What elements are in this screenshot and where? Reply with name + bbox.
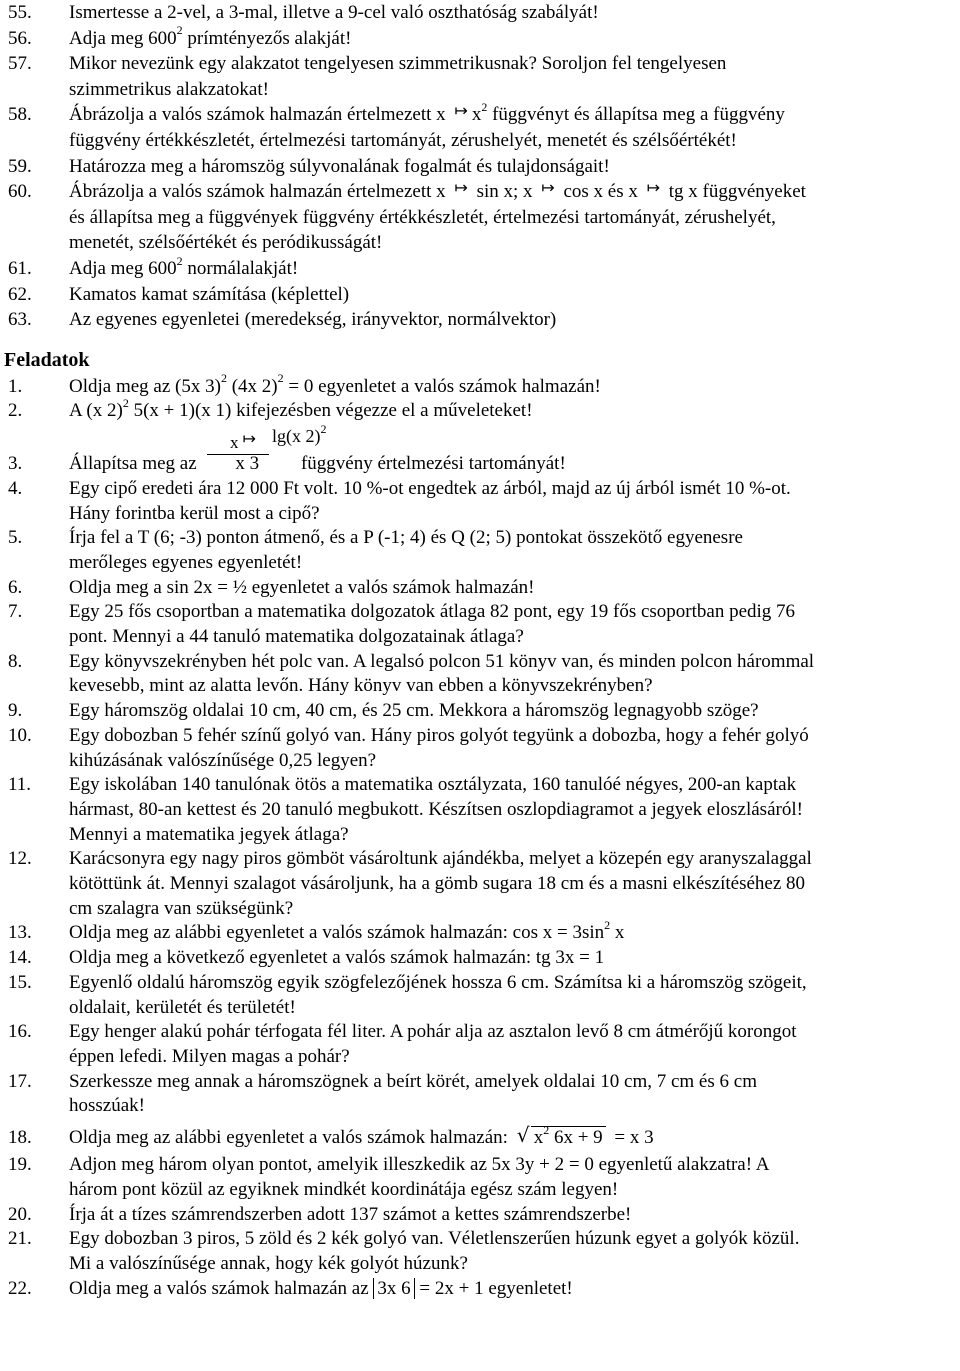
- task-number: 21.: [8, 1228, 32, 1250]
- square-root: [517, 1123, 606, 1153]
- item-number: 58.: [8, 104, 32, 126]
- task-21: [0, 1227, 960, 1276]
- task-text: Írja át a tízes számrendszerben adott 137 számot a kettes számrendszerbe!: [69, 1203, 632, 1225]
- task-line: hosszúak!: [69, 1095, 145, 1117]
- task-number: 19.: [8, 1154, 32, 1176]
- task-number: 17.: [8, 1070, 32, 1092]
- item-number: 62.: [8, 283, 32, 305]
- task-line: Karácsonyra egy nagy piros gömböt vásároltunk ajándékba, melyet a közepén egy aranyszalaggal: [69, 848, 812, 870]
- task-line: Szerkessze meg annak a háromszögnek a beírt körét, amelyek oldalai 10 cm, 7 cm és 6 cm: [69, 1070, 757, 1092]
- task-22: [0, 1277, 960, 1302]
- absolute-value: 3x 6: [373, 1278, 414, 1299]
- task-line: három pont közül az egyiknek mindkét koordinátája egész szám legyen!: [69, 1178, 619, 1200]
- radicand: $x^2$ 6x + 9: [531, 1126, 606, 1148]
- task-text: Oldja meg a következő egyenletet a valós számok halmazán: tg 3x = 1: [69, 947, 605, 969]
- task-line: merőleges egyenes egyenletét!: [69, 551, 303, 573]
- task-number: 9.: [8, 700, 23, 722]
- item-number: 61.: [8, 257, 32, 279]
- task-line: Mennyi a matematika jegyek átlaga?: [69, 823, 349, 845]
- mapsto-arrow-icon: ↦: [454, 178, 468, 198]
- topic-55: [0, 0, 960, 26]
- item-text: tg x függvényeket: [668, 181, 806, 203]
- task-number: 13.: [8, 922, 32, 944]
- superscript: 2: [481, 100, 488, 115]
- superscript: 2: [176, 23, 183, 38]
- task-20: [0, 1203, 960, 1228]
- task-number: 18.: [8, 1127, 32, 1149]
- item-number: 56.: [8, 27, 32, 49]
- task-text: Oldja meg az alábbi egyenletet a valós számok halmazán:: [69, 1127, 508, 1149]
- task-text: = 0 egyenletet a valós számok halmazán!: [283, 375, 601, 397]
- task-number: 16.: [8, 1021, 32, 1043]
- item-text: Ábrázolja a valós számok halmazán értelmezett x: [69, 104, 446, 126]
- task-text: függvény értelmezési tartományát!: [300, 453, 566, 475]
- task-number: 3.: [8, 453, 23, 475]
- task-7: [0, 600, 960, 649]
- item-line: függvény értékkészletét, értelmezési tartományát, zérushelyét, menetét és szélsőértékét!: [69, 129, 737, 151]
- item-text: függvényt és állapítsa meg a függvény: [487, 104, 785, 126]
- task-line: Egy iskolában 140 tanulónak ötös a matematika osztályzata, 160 tanulóé négyes, 200-an kaptak: [69, 774, 797, 796]
- item-text: Ábrázolja a valós számok halmazán értelmezett x: [69, 181, 446, 203]
- task-line: Egy henger alakú pohár térfogata fél liter. A pohár alja az asztalon levő 8 cm átmérőjű korongot: [69, 1021, 797, 1043]
- task-line: éppen lefedi. Milyen magas a pohár?: [69, 1046, 350, 1067]
- topic-57: [0, 51, 960, 102]
- task-line: oldalait, kerületét és területét!: [69, 996, 296, 1018]
- task-line: Egy dobozban 5 fehér színű golyó van. Hány piros golyót tegyünk a dobozba, hogy a fehér golyó: [69, 724, 809, 746]
- radical-sign-icon: √: [516, 1123, 530, 1148]
- item-number: 55.: [8, 2, 32, 23]
- item-line: Mikor nevezünk egy alakzatot tengelyesen szimmetrikusnak? Soroljon fel tengelyesen: [69, 53, 727, 75]
- task-4: [0, 477, 960, 526]
- superscript: 2: [122, 396, 129, 411]
- task-line: kötöttünk át. Mennyi szalagot vásároljunk, ha a gömb sugara 18 cm és a masni elkészítéséhez 80: [69, 873, 806, 895]
- task-number: 4.: [8, 477, 23, 499]
- item-line: menetét, szélsőértékét és peródikusságát!: [69, 232, 383, 254]
- item-text: cos x és x: [563, 181, 638, 203]
- task-9: [0, 699, 960, 724]
- topic-59: [0, 154, 960, 180]
- item-text: Adja meg 600: [69, 257, 177, 279]
- task-13: [0, 918, 960, 946]
- topic-63: [0, 307, 960, 333]
- task-number: 6.: [8, 576, 23, 598]
- task-number: 7.: [8, 601, 23, 623]
- task-1: [0, 371, 960, 400]
- item-text: Kamatos kamat számítása (képlettel): [69, 283, 350, 305]
- task-line: pont. Mennyi a 44 tanuló matematika dolgozatainak átlaga?: [69, 626, 524, 648]
- task-line: cm szalagra van szükségünk?: [69, 897, 294, 919]
- fraction-numerator: lg(x 2)$^2$: [272, 422, 327, 447]
- task-number: 11.: [8, 774, 32, 796]
- superscript: 2: [277, 371, 284, 386]
- task-text: Állapítsa meg az: [69, 453, 197, 475]
- task-16: [0, 1020, 960, 1069]
- task-text: Oldja meg az alábbi egyenletet a valós számok halmazán: cos x = 3sin: [69, 922, 605, 944]
- item-text: normálalakját!: [182, 257, 299, 279]
- topic-61: [0, 253, 960, 282]
- task-number: 14.: [8, 947, 32, 969]
- task-text: Oldja meg a valós számok halmazán az: [69, 1277, 369, 1299]
- superscript: 2: [604, 918, 611, 933]
- task-line: Egy cipő eredeti ára 12 000 Ft volt. 10 %-ot engedtek az árból, majd az új árból ismét 10 %-ot.: [69, 477, 791, 499]
- mapsto-arrow-icon: ↦: [646, 178, 660, 198]
- item-text: Ismertesse a 2-vel, a 3-mal, illetve a 9-cel való oszthatóság szabályát!: [69, 2, 599, 23]
- superscript: 2: [220, 371, 227, 386]
- item-text: sin x; x: [476, 181, 533, 203]
- task-number: 12.: [8, 848, 32, 870]
- item-text: x: [471, 104, 482, 126]
- item-text: Az egyenes egyenletei (meredekség, irányvektor, normálvektor): [69, 309, 557, 331]
- task-number: 5.: [8, 527, 23, 549]
- mapsto-arrow-icon: ↦: [541, 178, 555, 198]
- task-11: [0, 773, 960, 847]
- task-line: kevesebb, mint az alatta levőn. Hány könyv van ebben a könyvszekrényben?: [69, 675, 653, 697]
- task-number: 15.: [8, 971, 32, 993]
- item-number: 63.: [8, 309, 32, 331]
- task-number: 2.: [8, 400, 23, 422]
- task-number: 8.: [8, 650, 23, 672]
- task-12: [0, 847, 960, 921]
- fraction-bar: [207, 454, 269, 455]
- task-line: Írja fel a T (6; -3) ponton átmenő, és a P (-1; 4) és Q (2; 5) pontokat összekötő egyenesre: [69, 527, 743, 549]
- task-17: [0, 1070, 960, 1119]
- task-text: 5(x + 1)(x 1) kifejezésben végezze el a műveleteket!: [128, 400, 533, 422]
- item-line: szimmetrikus alakzatokat!: [69, 78, 269, 100]
- task-text: Oldja meg az (5x 3): [69, 375, 221, 397]
- task-number: 22.: [8, 1277, 32, 1299]
- task-line: hármast, 80-an kettest és 20 tanuló megbukott. Készítsen oszlopdiagramot a jegyek eloszlásáról!: [69, 798, 803, 820]
- task-3-formula-top: [0, 424, 960, 452]
- task-line: Egy könyvszekrényben hét polc van. A legalsó polcon 51 könyv van, és minden polcon hárommal: [69, 650, 815, 672]
- task-3: [0, 452, 960, 477]
- task-text: Egy háromszög oldalai 10 cm, 40 cm, és 25 cm. Mekkora a háromszög legnagyobb szöge?: [69, 700, 759, 722]
- task-text: A (x 2): [69, 400, 123, 422]
- item-line: [69, 102, 956, 128]
- task-number: 20.: [8, 1203, 32, 1225]
- fraction-denominator: x 3: [235, 453, 260, 475]
- item-text: Adja meg 600: [69, 27, 177, 49]
- task-5: [0, 526, 960, 575]
- task-2: [0, 396, 960, 424]
- mapsto-arrow-icon: ↦: [242, 429, 256, 449]
- item-number: 57.: [8, 53, 32, 75]
- task-line: Adjon meg három olyan pontot, amelyik illeszkedik az 5x 3y + 2 = 0 egyenletű alakzatra! A: [69, 1154, 770, 1176]
- item-line: és állapítsa meg a függvények függvény értékkészletét, értelmezési tartományát, zérushelyét,: [69, 206, 776, 228]
- item-number: 59.: [8, 155, 32, 177]
- task-text: (4x 2): [226, 375, 278, 397]
- task-15: [0, 971, 960, 1020]
- task-number: 1.: [8, 375, 23, 397]
- task-line: kihúzásának valószínűsége 0,25 legyen?: [69, 749, 377, 771]
- task-line: Egy 25 fős csoportban a matematika dolgozatok átlaga 82 pont, egy 19 fős csoportban pedig 76: [69, 601, 796, 623]
- task-line: Egy dobozban 3 piros, 5 zöld és 2 kék golyó van. Véletlenszerűen húzunk egyet a golyók közül.: [69, 1228, 800, 1250]
- section-heading: Feladatok: [4, 348, 90, 371]
- item-text: Határozza meg a háromszög súlyvonalának fogalmát és tulajdonságait!: [69, 155, 610, 177]
- task-line: Egyenlő oldalú háromszög egyik szögfelezőjének hossza 6 cm. Számítsa ki a háromszög szögeit,: [69, 971, 807, 993]
- task-text: Oldja meg a sin 2x = ½ egyenletet a valós számok halmazán!: [69, 576, 535, 598]
- task-18: [0, 1123, 960, 1153]
- item-line: [69, 179, 956, 205]
- item-text: prímtényezős alakját!: [182, 27, 352, 49]
- mapsto-arrow-icon: ↦: [454, 101, 468, 121]
- task-number: 10.: [8, 724, 32, 746]
- task-14: [0, 946, 960, 971]
- task-text: = x 3: [614, 1127, 654, 1149]
- task-text: = 2x + 1 egyenletet!: [414, 1277, 573, 1299]
- task-10: [0, 724, 960, 773]
- superscript: 2: [176, 253, 183, 268]
- topic-60: [0, 179, 960, 256]
- item-number: 60.: [8, 181, 32, 203]
- topic-56: [0, 23, 960, 52]
- task-line: Mi a valószínűsége annak, hogy kék golyót húzunk?: [69, 1252, 468, 1274]
- topic-62: [0, 282, 960, 308]
- task-text: x: [610, 922, 625, 944]
- task-6: [0, 576, 960, 601]
- task-19: [0, 1153, 960, 1202]
- task-8: [0, 650, 960, 699]
- topic-58: [0, 102, 960, 153]
- task-line: Hány forintba kerül most a cipő?: [69, 502, 320, 524]
- formula-variable: x ↦: [230, 430, 260, 456]
